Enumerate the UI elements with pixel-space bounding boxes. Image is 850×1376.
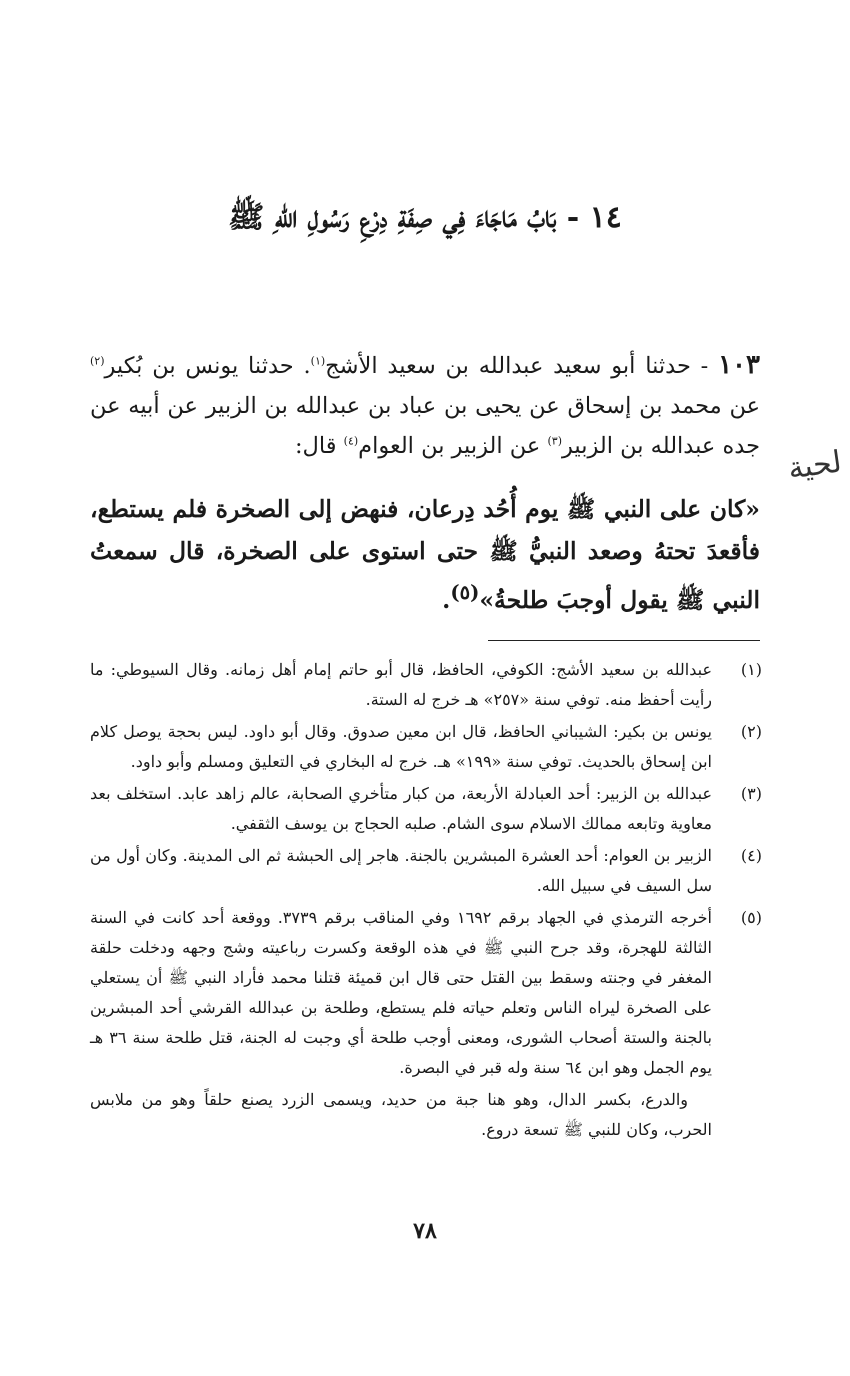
- footnote-item: [90, 841, 762, 901]
- isnad-part-d: عن الزبير بن العوام: [358, 433, 548, 459]
- footnote-item: [90, 655, 762, 715]
- footnote-ref-2[interactable]: (٢): [90, 354, 105, 368]
- footnote-text: يونس بن بكير: الشيباني الحافظ، قال ابن معين صدوق. وقال أبو داود. ليس بحجة يوصل كلام ابن إسحاق بالحديث. توفي سنة «١٩٩» هـ. خرج له البخاري في التعليق ومسلم وأبو داود.: [90, 722, 713, 771]
- hadith-isnad: [90, 345, 760, 466]
- footnote-item: [90, 903, 762, 1083]
- footnote-text: الزبير بن العوام: أحد العشرة المبشرين بالجنة. هاجر إلى الحبشة ثم الى المدينة. وكان أول من سل السيف في سبيل الله.: [90, 846, 713, 895]
- footnote-item: [90, 717, 762, 777]
- footnote-text: عبدالله بن الزبير: أحد العبادلة الأربعة، من كبار متأخري الصحابة، عالم زاهد عابد. استخلف بعد معاوية وتابعه ممالك الاسلام سوى الشام. صلبه الحجاج بن يوسف الثقفي.: [90, 784, 712, 833]
- chapter-title: ١٤ - بَابُ مَاجَاءَ فِي صِفَةِ دِرْعِ رَسُولِ اللهِ ﷺ: [228, 200, 622, 235]
- hadith-matn: [90, 488, 760, 621]
- footnote-number: (٢): [740, 722, 762, 741]
- footnote-ref-3[interactable]: (٣): [547, 434, 562, 448]
- hadith-number: ١٠٣: [718, 350, 760, 380]
- footnote-number: (٤): [740, 846, 762, 865]
- handwritten-margin-note: لحية: [786, 444, 845, 487]
- isnad-part-a: - حدثنا أبو سعيد عبدالله بن سعيد الأشج: [325, 353, 709, 379]
- matn-end: .: [442, 585, 451, 614]
- footnote-text: عبدالله بن سعيد الأشج: الكوفي، الحافظ، قال أبو حاتم إمام أهل زمانه. وقال السيوطي: ما رأيت أحفظ منه. توفي سنة «٢٥٧» هـ خرج له الستة.: [90, 660, 712, 709]
- footnote-ref-1[interactable]: (١): [310, 354, 326, 368]
- footnote-divider: [488, 640, 760, 641]
- footnotes-section: [90, 655, 762, 1145]
- footnote-number: (١): [740, 660, 762, 679]
- footnote-number: (٣): [740, 784, 762, 803]
- footnote-continuation: والدرع، بكسر الدال، وهو هنا جبة من حديد، ويسمى الزرد يصنع حلقاً وهو من ملابس الحرب، وكان للنبي ﷺ تسعة دروع.: [90, 1090, 712, 1139]
- isnad-part-c: عن محمد بن إسحاق عن يحيى بن عباد بن عبدالله بن الزبير عن أبيه عن جده عبدالله بن الزبير: [90, 393, 760, 459]
- footnote-text: أخرجه الترمذي في الجهاد برقم ١٦٩٢ وفي المناقب برقم ٣٧٣٩. ووقعة أحد كانت في السنة الثالثة للهجرة، وقد جرح النبي ﷺ في هذه الوقعة وكسرت رباعيته وشج وجهه ودخلت حلقة المغفر في وجنته وسقط بين القتل حتى قال ابن قميئة قتلنا محمد فأراد النبي ﷺ أن يستعلي على الصخرة ليراه الناس وتعلم حياته فلم يستطع، وطلحة بن عبدالله القرشي أحد المبشرين بالجنة والستة أصحاب الشورى، ومعنى أوجب طلحة أي وجبت له الجنة، قتل طلحة سنة ٣٦ هـ يوم الجمل وهو ابن ٦٤ سنة وله قبر في البصرة.: [90, 908, 713, 1077]
- footnote-ref-4[interactable]: (٤): [343, 434, 359, 448]
- matn-text: «كان على النبي ﷺ يوم أُحُد دِرعان، فنهض إلى الصخرة فلم يستطع، فأقعدَ تحتهُ وصعد النبيُّ ﷺ حتى استوى على الصخرة، قال سمعتُ النبي ﷺ يقول أوجبَ طلحةُ»: [90, 495, 760, 614]
- footnote-item: [90, 779, 762, 839]
- footnote-number: (٥): [740, 908, 762, 927]
- isnad-part-b: . حدثنا يونس بن بُكير: [104, 353, 311, 379]
- isnad-part-e: قال:: [294, 433, 344, 459]
- footnote-ref-5[interactable]: (٥): [450, 581, 480, 604]
- page-number: ٧٨: [413, 1218, 437, 1244]
